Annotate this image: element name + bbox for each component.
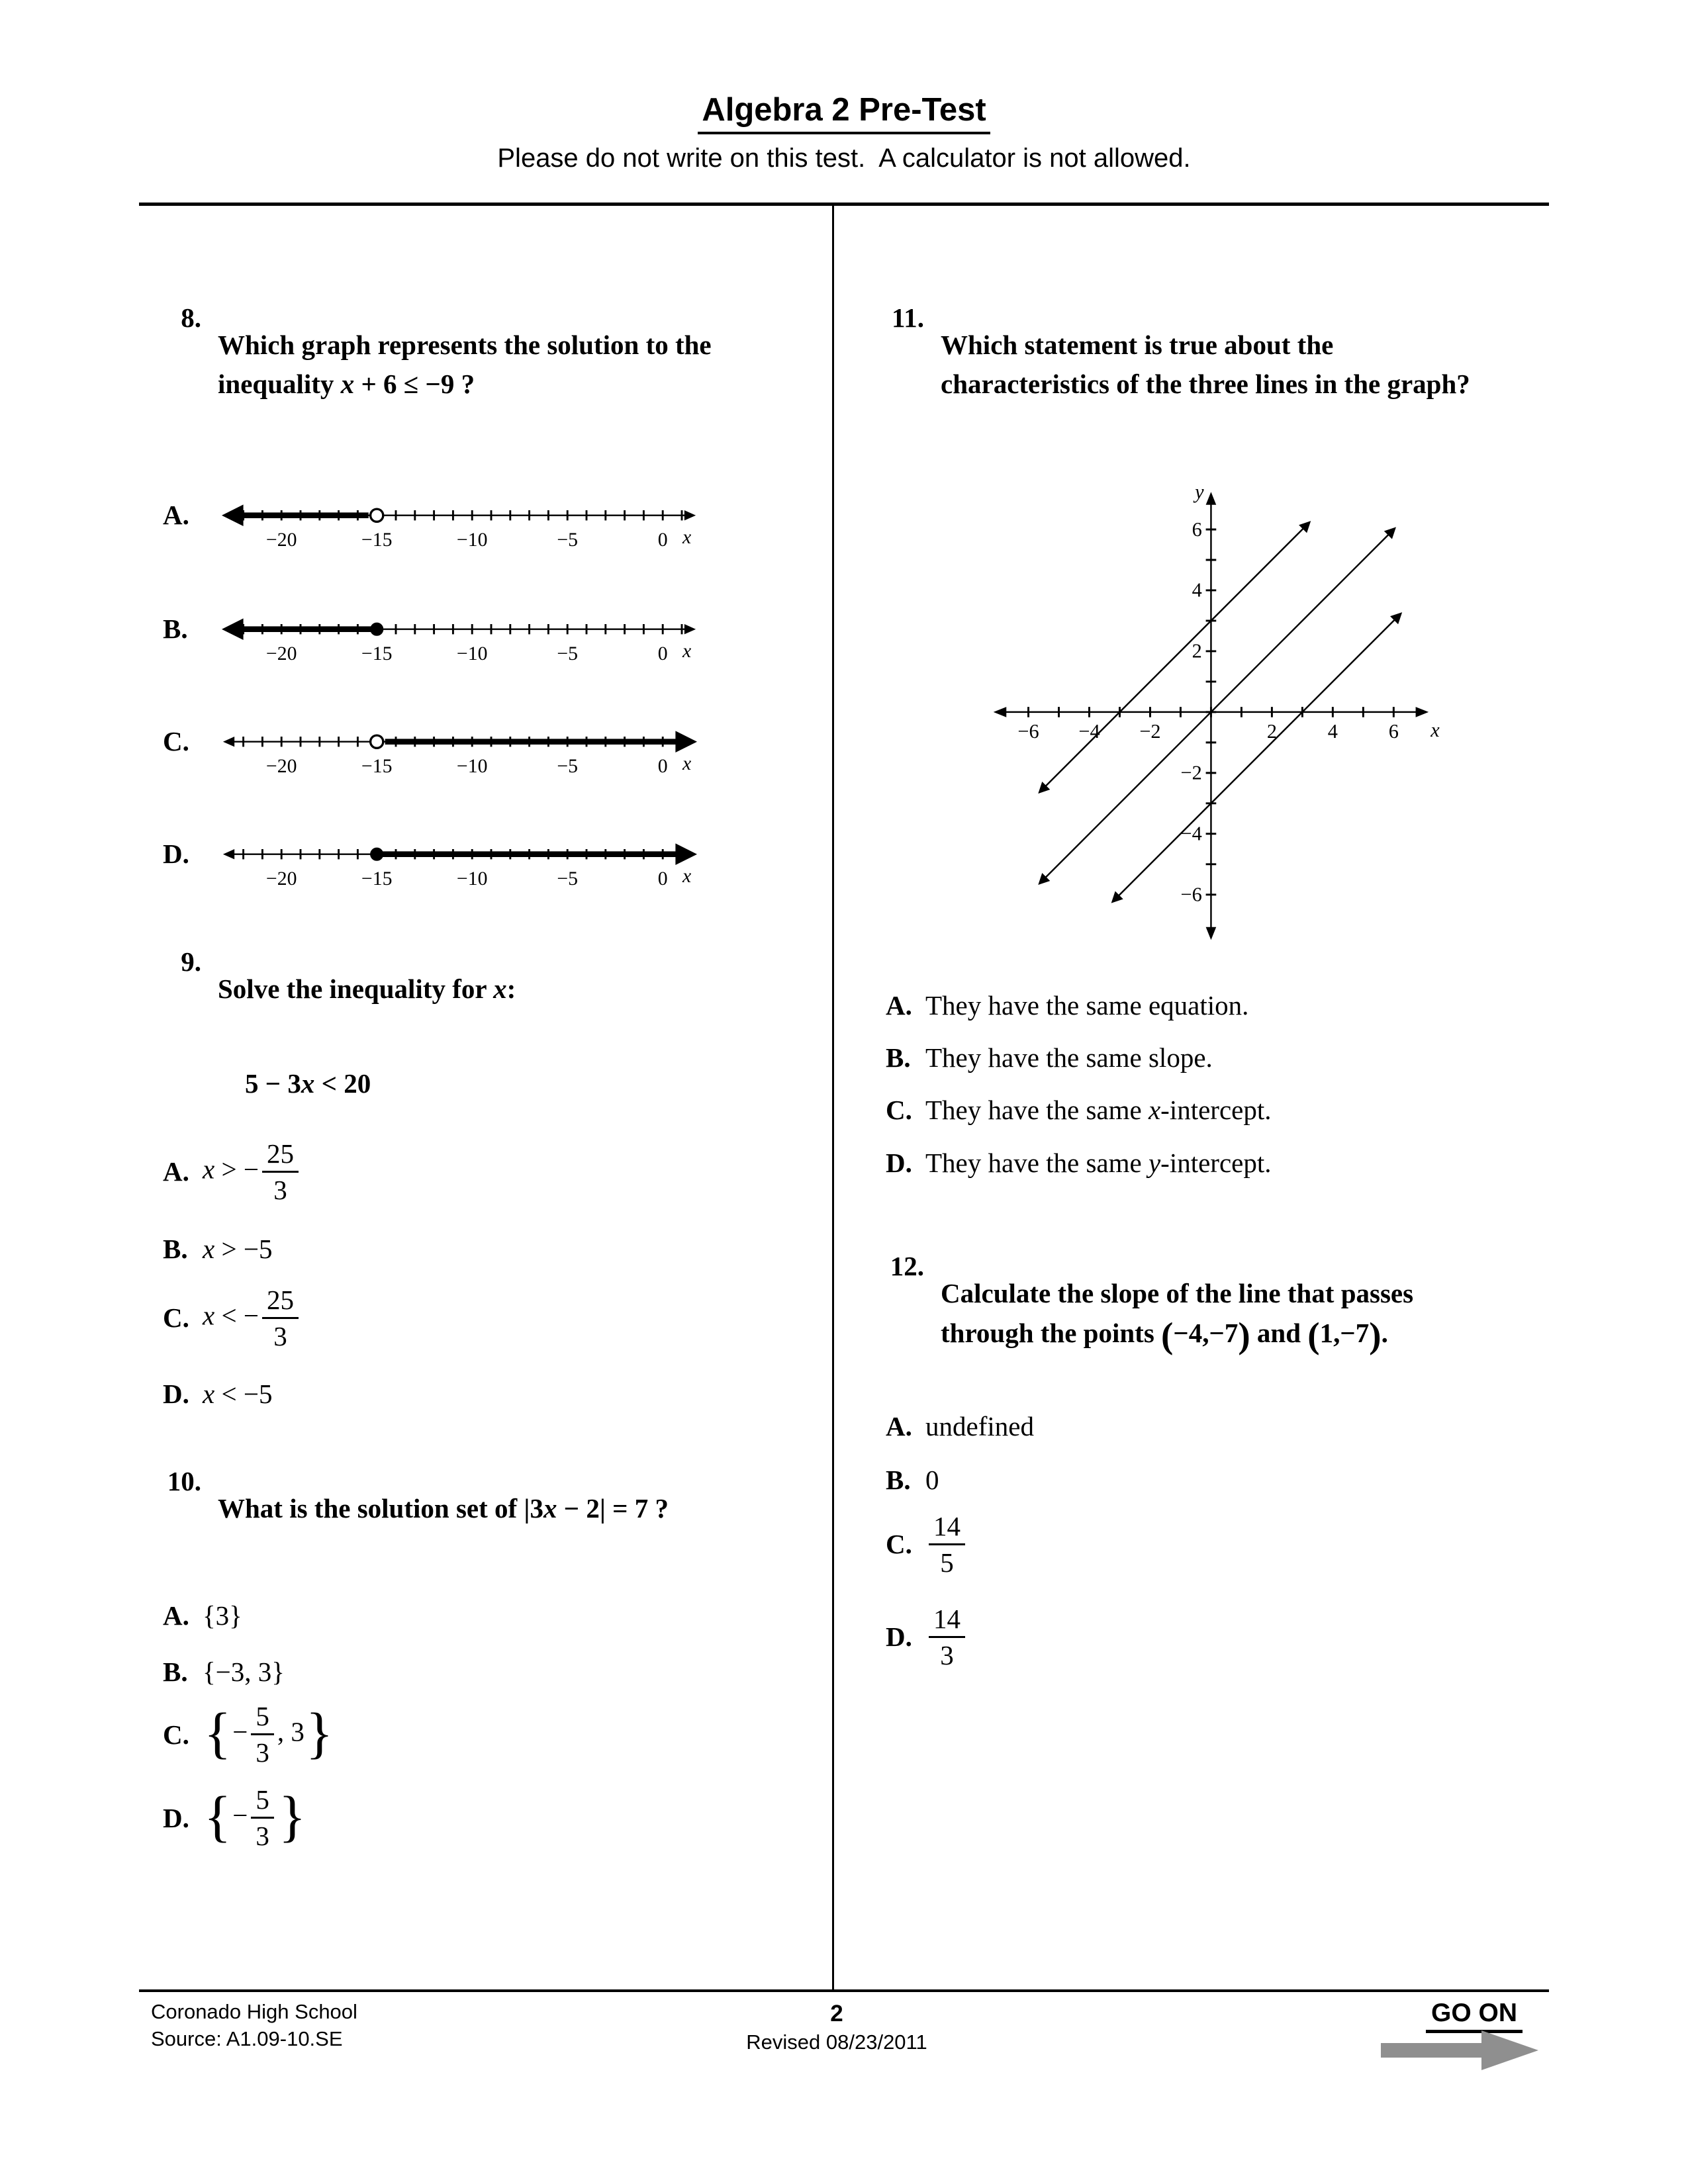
option-value: [925, 1603, 968, 1670]
q8-numberline-b: [218, 609, 701, 672]
tick-label: −20: [265, 867, 297, 889]
option-letter: D.: [886, 1147, 912, 1178]
question-11: [875, 298, 1549, 1181]
q11-option-a: [875, 988, 1549, 1023]
math-variable: y: [1148, 1147, 1161, 1178]
fraction: [929, 1510, 965, 1578]
close-brace: }: [305, 1701, 334, 1765]
option-letter: D.: [163, 838, 189, 869]
option-value: They have the same slope.: [925, 1042, 1213, 1073]
q8-option-a: [152, 495, 832, 559]
math-variable: x: [493, 973, 507, 1004]
source-label: Source: A1.09-10.SE: [151, 2026, 343, 2050]
math-variable: x: [543, 1493, 557, 1524]
option-value: [203, 1377, 272, 1412]
fraction-numerator: 25: [262, 1287, 299, 1319]
x-axis-label: x: [1430, 718, 1440, 741]
open-endpoint: [371, 509, 383, 522]
graph-line-3: [1113, 615, 1399, 901]
close-brace: }: [278, 1784, 306, 1848]
axis-variable-label: x: [682, 639, 692, 662]
math-text: < −5: [214, 1378, 273, 1409]
stem-text: and: [1250, 1317, 1308, 1348]
question-8-stem-row: [152, 298, 832, 432]
q11-option-b: [875, 1040, 1549, 1075]
fraction: [262, 1140, 299, 1204]
tick-label: −2: [1180, 761, 1202, 784]
math-text: > −: [214, 1154, 259, 1185]
open-brace: {: [204, 1784, 232, 1848]
tick-label: 0: [657, 528, 668, 551]
option-letter: A.: [163, 1156, 189, 1187]
tick-label: 0: [657, 642, 668, 664]
tick-label: −20: [265, 642, 297, 664]
tick-label: −5: [557, 642, 579, 664]
option-letter: D.: [886, 1621, 912, 1652]
math-text: < −: [214, 1300, 259, 1331]
tick-label: −15: [361, 642, 393, 664]
math-variable: x: [1148, 1095, 1161, 1126]
question-12: [875, 1247, 1549, 1668]
fraction-denominator: 3: [256, 1821, 269, 1852]
close-paren: ): [1238, 1314, 1250, 1355]
stem-text: :: [506, 973, 516, 1004]
question-11-stem: Which statement is true about the characteristics of the three lines in the graph?: [941, 330, 1470, 400]
question-8-number: 8.: [181, 302, 201, 333]
option-letter: A.: [163, 499, 189, 530]
open-endpoint: [371, 735, 383, 748]
fraction-numerator: 14: [929, 1513, 965, 1545]
math-variable: x: [301, 1068, 315, 1099]
option-text: -intercept.: [1160, 1147, 1272, 1178]
q11-coordinate-graph: [984, 466, 1464, 952]
math-text: , 3: [277, 1716, 305, 1747]
close-paren: ): [1369, 1314, 1382, 1355]
axis-arrow-right-icon: [684, 624, 696, 634]
q9-option-b: [152, 1232, 832, 1267]
axis-arrow-right-icon: [684, 510, 696, 520]
q10-option-a: [152, 1598, 832, 1633]
option-value: They have the same equation.: [925, 989, 1249, 1021]
option-value: [203, 1232, 272, 1267]
question-10-number: 10.: [167, 1466, 201, 1497]
open-brace: {: [204, 1701, 232, 1765]
tick-label: 6: [1388, 719, 1399, 743]
stem-text: .: [1381, 1317, 1388, 1348]
y-axis-label: y: [1195, 480, 1204, 503]
page-footer: [139, 1999, 1549, 2071]
q11-option-d: [875, 1146, 1549, 1181]
option-value: [203, 1703, 334, 1766]
go-on-arrow-icon: [1381, 2029, 1540, 2071]
q8-numberline-a: [218, 495, 701, 559]
stem-text: Calculate the slope of the line that passes through the points: [941, 1278, 1414, 1348]
q10-option-d: [152, 1786, 832, 1850]
q10-option-c: [152, 1703, 832, 1766]
graph-line-1: [1041, 523, 1309, 792]
tick-label: −15: [361, 528, 393, 551]
option-letter: B.: [163, 613, 188, 644]
question-11-stem-row: [875, 298, 1549, 432]
question-11-number: 11.: [892, 302, 924, 333]
math-text: < 20: [314, 1068, 371, 1099]
y-axis-arrow-down-icon: [1206, 927, 1217, 940]
tick-label: 2: [1266, 719, 1277, 743]
math-variable: x: [203, 1378, 215, 1409]
tick-label: −4: [1180, 822, 1202, 845]
q11-option-c: [875, 1093, 1549, 1128]
revised-date: Revised 08/23/2011: [746, 2030, 927, 2054]
math-text: + 6 ≤ −9 ?: [354, 369, 475, 400]
option-letter: B.: [163, 1656, 188, 1687]
footer-center: [746, 1999, 927, 2056]
fraction-numerator: 5: [251, 1786, 274, 1819]
x-axis-arrow-left-icon: [994, 707, 1007, 717]
q9-option-c: [152, 1284, 832, 1351]
tick-label: −20: [265, 528, 297, 551]
q8-option-c: [152, 721, 832, 785]
x-axis-arrow-right-icon: [1416, 707, 1429, 717]
school-name: Coronado High School: [151, 2000, 357, 2023]
axis-variable-label: x: [682, 864, 692, 887]
tick-label: −10: [456, 642, 488, 664]
question-10: [152, 1462, 832, 1850]
q8-option-b: [152, 609, 832, 672]
page-subtitle: Please do not write on this test. A calculator is not allowed.: [497, 144, 1191, 173]
question-10-stem: [218, 1489, 669, 1528]
stem-text: What is the solution set of: [218, 1493, 524, 1524]
question-12-stem-row: [875, 1247, 1549, 1380]
q8-numberline-d: [218, 834, 701, 897]
option-value: [925, 1146, 1272, 1181]
tick-label: −4: [1078, 719, 1100, 743]
tick-label: 4: [1327, 719, 1338, 743]
axis-variable-label: x: [682, 752, 692, 774]
page-title: Algebra 2 Pre-Test: [698, 91, 990, 134]
footer-right: [927, 1999, 1549, 2071]
math-text: |3: [524, 1493, 543, 1524]
tick-label: 0: [657, 754, 668, 777]
point-2: 1,−7: [1319, 1317, 1370, 1348]
tick-label: −10: [456, 867, 488, 889]
tick-label: 6: [1192, 518, 1202, 541]
q12-option-b: [875, 1463, 1549, 1498]
two-column-body: [139, 206, 1549, 1989]
q12-option-d: [875, 1603, 1549, 1670]
option-letter: D.: [163, 1378, 189, 1409]
option-value: {−3, 3}: [203, 1656, 285, 1687]
footer-left: [139, 1999, 746, 2053]
option-letter: B.: [886, 1042, 911, 1073]
page-number: 2: [830, 2001, 843, 2026]
math-variable: x: [203, 1233, 215, 1264]
solution-ray-arrow-icon: [222, 618, 244, 640]
stem-text: Which graph represents the solution to the inequality: [218, 330, 712, 400]
option-text: They have the same: [925, 1147, 1149, 1178]
stem-text: Solve the inequality for: [218, 973, 494, 1004]
fraction-numerator: 14: [929, 1606, 965, 1638]
tick-label: −15: [361, 867, 393, 889]
option-value: 0: [925, 1465, 939, 1496]
tick-label: 0: [657, 867, 668, 889]
graph-line-2: [1041, 529, 1393, 882]
q9-option-d: [152, 1377, 832, 1412]
question-9-stem: [218, 970, 516, 1009]
tick-label: −5: [557, 528, 579, 551]
right-column: [834, 206, 1549, 1989]
axis-variable-label: x: [682, 525, 692, 548]
q8-numberline-c: [218, 721, 701, 785]
option-letter: D.: [163, 1802, 189, 1833]
question-8: [152, 298, 832, 897]
math-variable: x: [340, 369, 355, 400]
q12-option-c: [875, 1510, 1549, 1578]
option-letter: A.: [886, 989, 912, 1021]
left-column: [139, 206, 832, 1989]
option-letter: A.: [886, 1410, 912, 1441]
tick-label: −15: [361, 754, 393, 777]
option-letter: A.: [163, 1600, 189, 1631]
q12-option-a: [875, 1409, 1549, 1444]
footer-rule: [139, 1989, 1549, 1992]
tick-label: −2: [1139, 719, 1161, 743]
option-letter: C.: [163, 1719, 189, 1750]
math-text: − 2| = 7 ?: [557, 1493, 669, 1524]
open-paren: (: [1161, 1314, 1174, 1355]
question-12-stem: [941, 1274, 1470, 1353]
q11-graph-container: [984, 466, 1549, 955]
math-text: −: [232, 1716, 248, 1747]
solution-ray-arrow-icon: [675, 731, 697, 752]
question-8-stem: [218, 326, 747, 404]
option-letter: C.: [886, 1528, 912, 1559]
option-text: -intercept.: [1160, 1095, 1272, 1126]
fraction-denominator: 5: [940, 1547, 954, 1578]
fraction-denominator: 3: [273, 1174, 287, 1205]
solution-ray-arrow-icon: [675, 843, 697, 865]
fraction-denominator: 3: [256, 1737, 269, 1768]
option-value: {3}: [203, 1600, 242, 1631]
math-variable: x: [203, 1300, 215, 1331]
q9-option-a: [152, 1140, 832, 1204]
tick-label: 2: [1192, 639, 1202, 662]
q10-option-b: [152, 1655, 832, 1690]
tick-label: −6: [1017, 719, 1039, 743]
q9-inequality: [245, 1066, 832, 1101]
tick-label: −6: [1180, 883, 1202, 906]
fraction: [262, 1284, 299, 1351]
question-9-stem-row: [152, 942, 832, 1036]
closed-endpoint: [371, 848, 383, 860]
fraction-numerator: 5: [251, 1703, 274, 1735]
option-text: They have the same: [925, 1095, 1149, 1126]
option-letter: B.: [886, 1465, 911, 1496]
option-value: [203, 1140, 302, 1204]
axis-arrow-left-icon: [223, 737, 234, 747]
open-paren: (: [1307, 1314, 1320, 1355]
tick-label: −5: [557, 867, 579, 889]
question-12-number: 12.: [890, 1251, 924, 1282]
question-10-stem-row: [152, 1462, 832, 1555]
y-axis-arrow-up-icon: [1206, 492, 1217, 505]
option-letter: B.: [163, 1233, 188, 1264]
closed-endpoint: [371, 623, 383, 635]
math-text: > −5: [214, 1233, 273, 1264]
tick-label: 4: [1192, 578, 1202, 602]
fraction: [251, 1703, 274, 1766]
fraction-denominator: 3: [273, 1320, 287, 1351]
x-tick-labels: [1017, 720, 1399, 743]
fraction: [251, 1786, 274, 1850]
axis-arrow-left-icon: [223, 849, 234, 859]
option-value: [203, 1284, 302, 1351]
question-9-number: 9.: [181, 946, 201, 977]
math-text: −: [232, 1799, 248, 1831]
option-letter: C.: [886, 1095, 912, 1126]
q8-option-d: [152, 834, 832, 897]
option-value: [925, 1093, 1272, 1128]
math-variable: x: [203, 1154, 215, 1185]
solution-ray-arrow-icon: [222, 504, 244, 526]
tick-label: −5: [557, 754, 579, 777]
option-value: [925, 1510, 968, 1578]
page-header: [0, 0, 1688, 173]
option-letter: C.: [163, 725, 189, 756]
option-value: [203, 1786, 307, 1850]
fraction-denominator: 3: [940, 1639, 954, 1670]
math-text: 5 − 3: [245, 1068, 301, 1099]
fraction-numerator: 25: [262, 1140, 299, 1173]
option-letter: C.: [163, 1302, 189, 1334]
option-value: undefined: [925, 1410, 1034, 1441]
go-on-label: GO ON: [1426, 1999, 1523, 2033]
tick-label: −20: [265, 754, 297, 777]
tick-label: −10: [456, 528, 488, 551]
question-9: [152, 942, 832, 1412]
point-1: −4,−7: [1173, 1317, 1239, 1348]
fraction: [929, 1603, 965, 1670]
tick-label: −10: [456, 754, 488, 777]
